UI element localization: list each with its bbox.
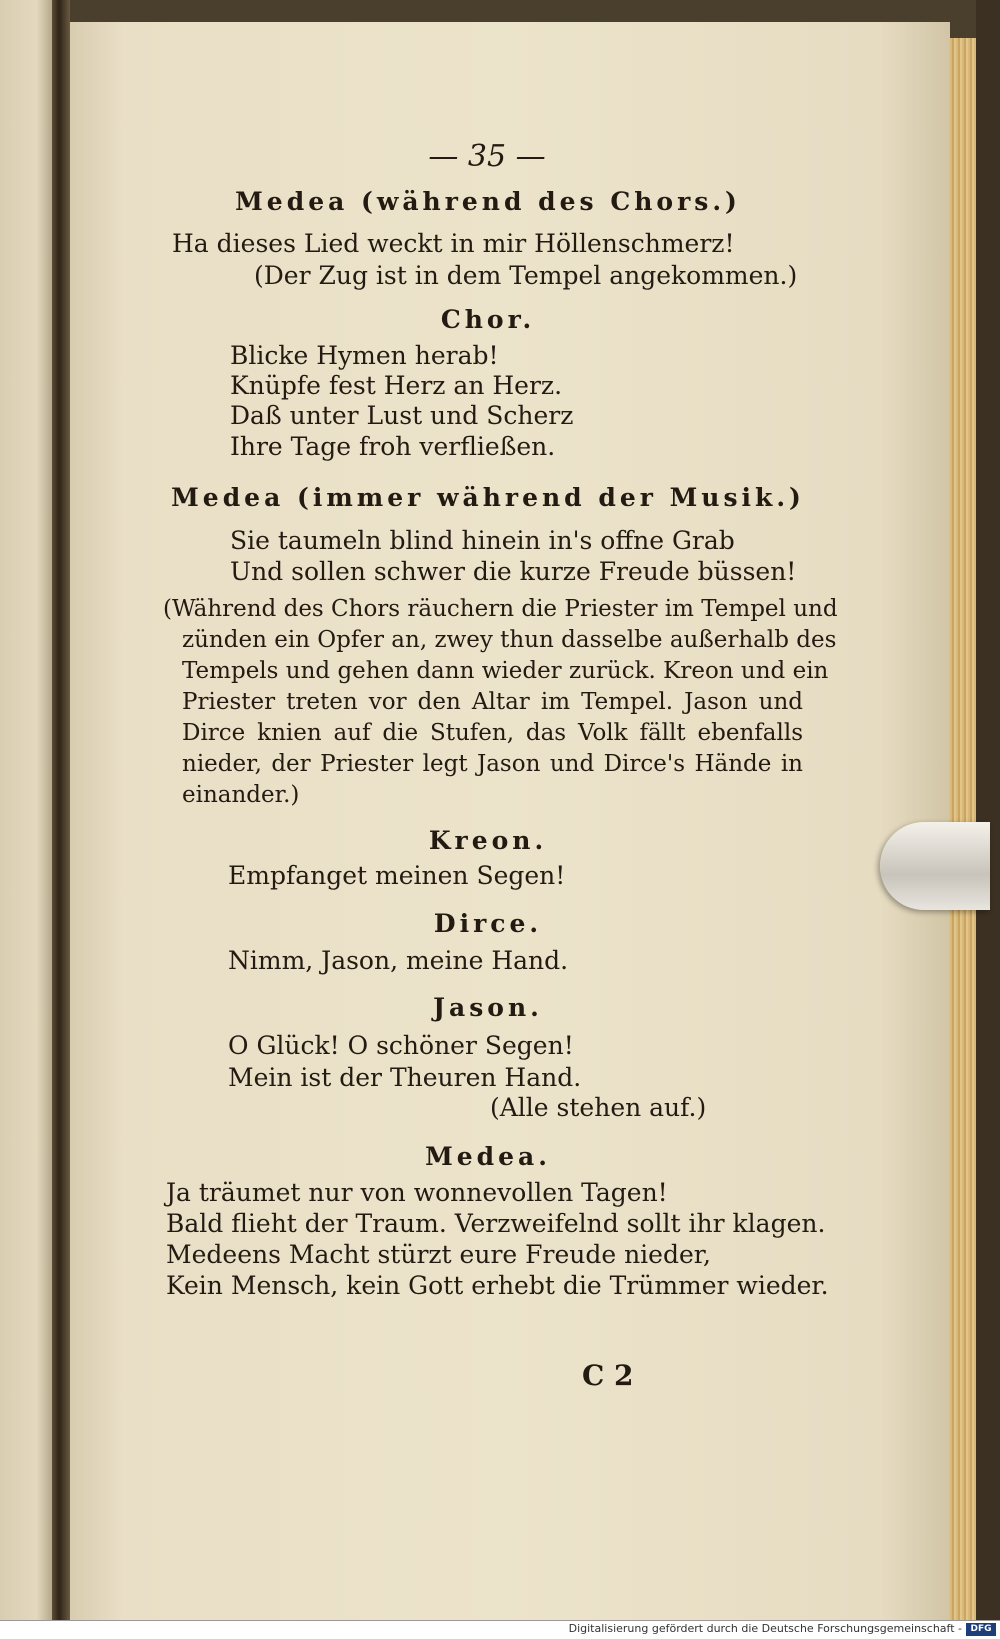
verse-line: Kein Mensch, kein Gott erhebt die Trümmer wieder. — [166, 1271, 829, 1300]
stage-direction: Tempels und gehen dann wieder zurück. Kreon und ein — [182, 658, 829, 684]
footer-credit: Digitalisierung gefördert durch die Deutsche Forschungsgemeinschaft - — [568, 1622, 962, 1635]
page-number: — 35 — — [428, 139, 546, 174]
footer-bar — [0, 1620, 1000, 1639]
stage-direction: (Alle stehen auf.) — [490, 1093, 707, 1122]
stage-direction: zünden ein Opfer an, zwey thun dasselbe außerhalb des — [182, 627, 837, 653]
verse-line: O Glück! O schöner Segen! — [228, 1031, 574, 1060]
verse-line: Knüpfe fest Herz an Herz. — [230, 371, 563, 400]
verse-line: Empfanget meinen Segen! — [228, 861, 566, 890]
verse-line: Bald flieht der Traum. Verzweifelnd sollt ihr klagen. — [166, 1209, 826, 1238]
verse-line: Mein ist der Theuren Hand. — [228, 1063, 582, 1092]
verse-line: Ihre Tage froh verfließen. — [230, 432, 556, 461]
verse-line: Ha dieses Lied weckt in mir Höllenschmerz! — [172, 229, 735, 258]
speaker-heading: Kreon. — [428, 826, 548, 855]
stage-direction: einander.) — [182, 782, 300, 808]
stage-direction: (Der Zug ist in dem Tempel angekommen.) — [254, 261, 798, 290]
stage-direction: nieder, der Priester legt Jason und Dirce's Hände in — [182, 751, 803, 777]
verse-line: Und sollen schwer die kurze Freude büssen! — [230, 557, 797, 586]
verse-line: Ja träumet nur von wonnevollen Tagen! — [166, 1178, 668, 1207]
speaker-heading: Chor. — [440, 305, 536, 334]
verse-line: Nimm, Jason, meine Hand. — [228, 946, 569, 975]
dfg-logo: DFG — [966, 1623, 996, 1636]
verse-line: Daß unter Lust und Scherz — [230, 401, 574, 430]
speaker-heading: Medea (während des Chors.) — [235, 187, 741, 216]
speaker-heading: Medea (immer während der Musik.) — [171, 483, 805, 512]
signature-mark: C 2 — [582, 1359, 634, 1392]
stage-direction: Priester treten vor den Altar im Tempel. Jason und — [182, 689, 803, 715]
stage-direction: Dirce knien auf die Stufen, das Volk fällt ebenfalls — [182, 720, 803, 746]
speaker-heading: Dirce. — [433, 909, 543, 938]
verse-line: Medeens Macht stürzt eure Freude nieder, — [166, 1240, 711, 1269]
verse-line: Blicke Hymen herab! — [230, 341, 499, 370]
speaker-heading: Medea. — [425, 1142, 551, 1171]
stage-direction: (Während des Chors räuchern die Priester im Tempel und — [163, 596, 838, 622]
speaker-heading: Jason. — [433, 993, 543, 1022]
verse-line: Sie taumeln blind hinein in's offne Grab — [230, 526, 735, 555]
